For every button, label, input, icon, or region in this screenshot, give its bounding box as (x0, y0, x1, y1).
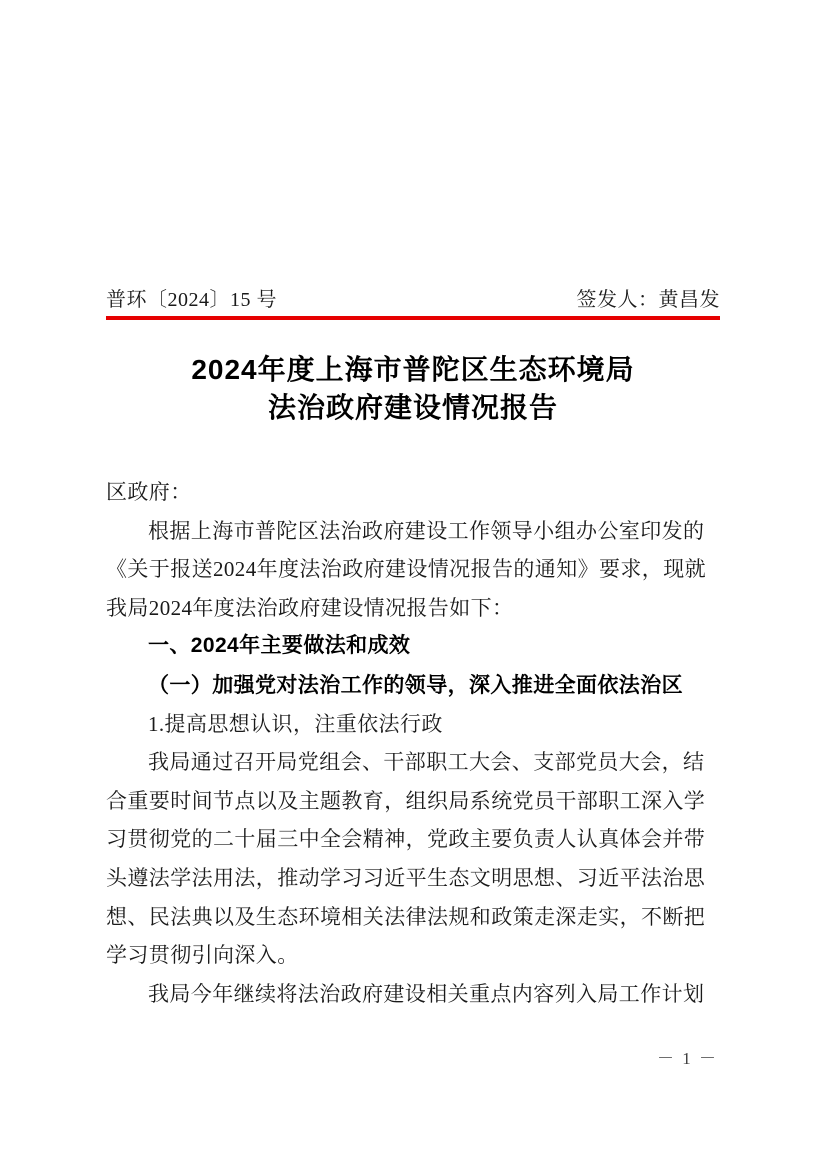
body-line: 习贯彻党的二十届三中全会精神，党政主要负责人认真体会并带 (106, 827, 706, 852)
issuer-name: 黄昌发 (658, 289, 720, 311)
body-line-salutation: 区政府： (106, 480, 192, 504)
document-header (106, 283, 720, 312)
issuer (577, 283, 721, 312)
subsection-heading-1: （一）加强党对法治工作的领导，深入推进全面依法治区 (148, 672, 683, 697)
body-line: 头遵法学法用法，推动学习习近平生态文明思想、习近平法治思 (106, 865, 706, 890)
issuer-label: 签发人： (576, 289, 659, 311)
doc-number: 普环〔2024〕15 号 (106, 289, 277, 311)
body-line: 根据上海市普陀区法治政府建设工作领导小组办公室印发的 (148, 518, 705, 543)
body-line: 我局今年继续将法治政府建设相关重点内容列入局工作计划 (148, 981, 705, 1006)
body-line: 学习贯彻引向深入。 (106, 943, 299, 968)
body-line: 想、民法典以及生态环境相关法律法规和政策走深走实，不断把 (106, 904, 706, 929)
title-line-1: 2024年度上海市普陀区生态环境局 (191, 354, 635, 385)
page-number: － 1 － (657, 1049, 718, 1068)
section-heading-1: 一、2024年主要做法和成效 (148, 634, 411, 658)
document-title (0, 351, 826, 426)
sub-subsection-heading-1: 1.提高思想认识，注重依法行政 (148, 711, 443, 736)
document-body (106, 473, 722, 1013)
body-line: 我局通过召开局党组会、干部职工大会、支部党员大会，结 (148, 750, 705, 775)
body-line: 我局2024年度法治政府建设情况报告如下： (106, 595, 514, 620)
body-line: 合重要时间节点以及主题教育，组织局系统党员干部职工深入学 (106, 788, 706, 813)
red-separator-line (106, 316, 720, 320)
title-line-2: 法治政府建设情况报告 (267, 391, 558, 423)
body-line: 《关于报送2024年度法治政府建设情况报告的通知》要求，现就 (106, 557, 706, 582)
